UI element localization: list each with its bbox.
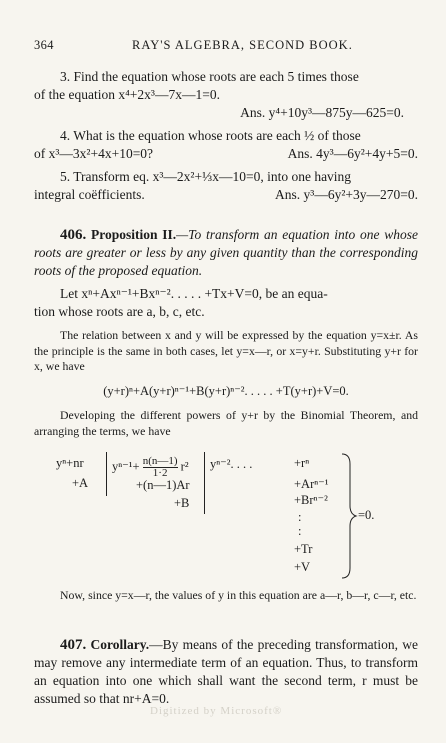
matrix-col3: yⁿ⁻². . . .	[210, 457, 253, 471]
problem-5-line1: 5. Transform eq. x³—2x²+⅓x—10=0, into one having	[60, 169, 352, 184]
page-number: 364	[34, 38, 54, 52]
let-line2: tion whose roots are a, b, c, etc.	[34, 304, 205, 319]
section-407-paragraph	[34, 636, 418, 708]
matrix-col1-row2: +A	[72, 476, 89, 490]
problem-4-line1: 4. What is the equation whose roots are each ½ of those	[60, 128, 361, 143]
matrix-r1: +rⁿ	[294, 456, 310, 470]
matrix-r7: +V	[294, 560, 311, 574]
problem-3-line2: of the equation x⁴+2x³—7x—1=0.	[34, 87, 220, 102]
section-406	[34, 226, 418, 280]
problem-3	[34, 68, 418, 122]
section-406-relation	[34, 328, 418, 375]
section-406-statement: —To transform an equation into one whose roots are greater or less by any given quantity than the corresponding roots of the proposed equation.	[34, 227, 418, 278]
problem-4	[34, 127, 418, 163]
matrix-col2-lead: yⁿ⁻¹+	[112, 459, 140, 474]
section-407	[34, 636, 418, 708]
matrix-col1-row1: yⁿ+nr	[56, 456, 84, 470]
problem-4-answer: Ans. 4y³—6y²+4y+5=0.	[287, 146, 418, 161]
problem-5	[34, 168, 418, 204]
section-407-text: —By means of the preceding transformation, we may remove any intermediate term of an equation. Thus, to transform an equation into one which shall want the second term, r must be assumed so that nr+A=0.	[34, 637, 419, 706]
conclusion-text: Now, since y=x—r, the values of y in this equation are a—r, b—r, c—r, etc.	[60, 588, 417, 602]
let-line1: Let xⁿ+Axⁿ⁻¹+Bxⁿ⁻². . . . . +Tx+V=0, be an equa-	[60, 286, 328, 301]
section-407-title: Corollary.	[90, 637, 150, 652]
section-406-heading	[34, 226, 418, 280]
matrix-col2-tail: r²	[180, 459, 189, 474]
matrix-r4: :	[298, 510, 302, 524]
problem-4-line2	[34, 145, 418, 163]
matrix-fraction	[143, 456, 178, 479]
problem-4-line2-text: of x³—3x²+4x+10=0?	[34, 146, 154, 161]
developing-text: Developing the different powers of y+r by the Binomial Theorem, and arranging the terms, we have	[34, 408, 418, 438]
section-407-number: 407.	[60, 637, 87, 653]
fraction-denominator: 1·2	[152, 467, 168, 479]
matrix-divider-1	[106, 452, 107, 496]
matrix-equals-zero: =0.	[358, 508, 375, 522]
section-406-number: 406.	[60, 227, 87, 243]
matrix-r3: +Brⁿ⁻²	[294, 493, 328, 507]
matrix-r5: :	[298, 524, 302, 538]
substituted-equation-block	[34, 382, 418, 400]
problem-3-answer: Ans. y⁴+10y³—875y—625=0.	[240, 105, 404, 120]
fraction-numerator: n(n—1)	[142, 455, 178, 467]
section-406-title: Proposition II.	[91, 227, 177, 242]
section-406-let	[34, 285, 418, 321]
coefficient-matrix	[56, 452, 416, 582]
matrix-r6: +Tr	[294, 542, 313, 556]
watermark: Digitized by Microsoft®	[150, 705, 283, 717]
problem-5-line2	[34, 186, 418, 204]
problem-5-line2-text: integral coëfficients.	[34, 187, 145, 202]
matrix-col2-row3: +B	[174, 496, 190, 510]
substituted-equation: (y+r)ⁿ+A(y+r)ⁿ⁻¹+B(y+r)ⁿ⁻². . . . . +T(y+r)+V=0.	[103, 384, 349, 398]
running-title: RAY'S ALGEBRA, SECOND BOOK.	[132, 38, 353, 52]
matrix-r2: +Arⁿ⁻¹	[294, 477, 329, 491]
relation-text: The relation between x and y will be expressed by the equation y=x±r. As the principle is the same in both cases, let y=x—r, or x=y+r. Substituting y+r for x, we have	[34, 328, 418, 373]
matrix-right-brace	[338, 452, 358, 580]
problem-5-answer: Ans. y³—6y²+3y—270=0.	[275, 187, 418, 202]
section-406-developing	[34, 408, 418, 439]
section-406-conclusion	[34, 588, 418, 604]
matrix-divider-2	[204, 452, 205, 514]
problem-3-line1: 3. Find the equation whose roots are each 5 times those	[60, 69, 359, 84]
matrix-col2-row2: +(n—1)Ar	[136, 478, 190, 492]
matrix-col2-row1	[112, 456, 189, 479]
